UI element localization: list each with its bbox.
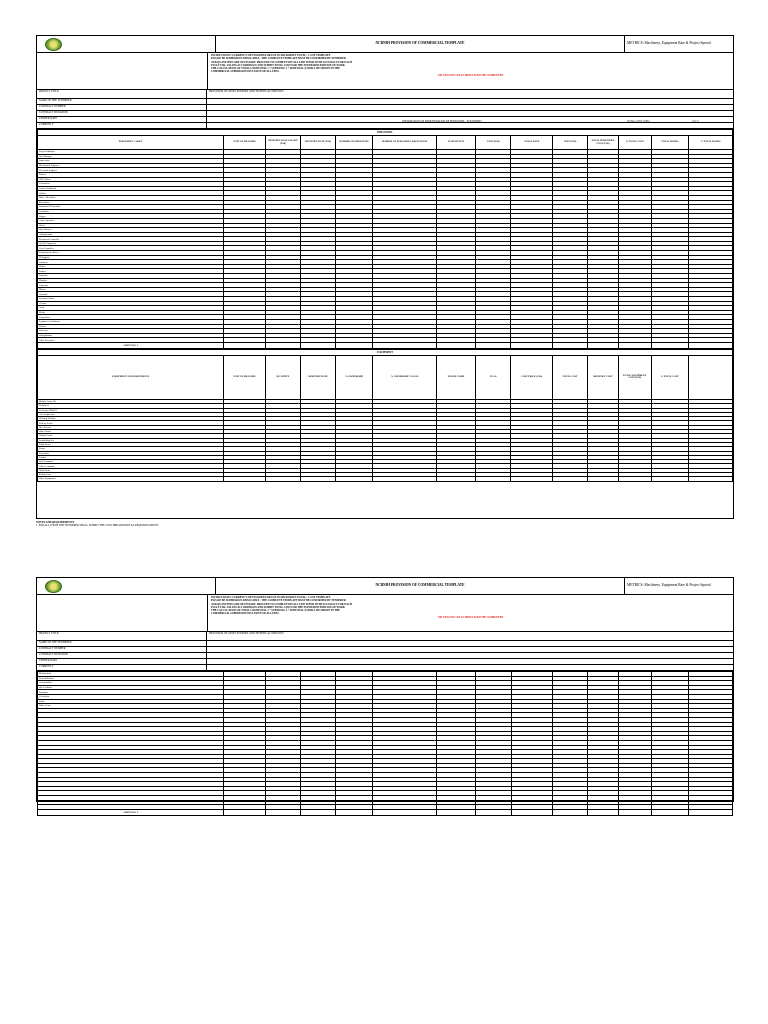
cell[interactable]: [588, 342, 619, 348]
row-label: Electrician: [38, 200, 224, 205]
equipment-section-label: EQUIPMENT: [38, 349, 733, 355]
row-label: Helper: [38, 264, 224, 269]
sheet-1: [36, 35, 734, 519]
row-label: Scaffolding Set: [38, 438, 224, 442]
column-header: NUMBER OF PERSONNEL: [336, 136, 373, 150]
header-row: [38, 355, 733, 399]
column-header: MONTHLY BASE SALARY (US$): [265, 136, 300, 150]
project-title-value[interactable]: PROVISION OF ASSET SUPPORT AND TECHNICAL SERVICES: [209, 90, 284, 93]
cell[interactable]: [588, 809, 619, 815]
column-header: % OWNERSHIP: [336, 355, 373, 399]
cell[interactable]: [301, 342, 336, 348]
instructions-note: N.B. YELLOW CELLS SHOULD NOT BE COMPLETED: [437, 73, 504, 77]
row-label: Trainer: [38, 324, 224, 329]
cell[interactable]: [511, 809, 553, 815]
row-label: Security Guard: [38, 297, 224, 302]
cell[interactable]: [301, 809, 336, 815]
info-label: TENDER DATE: [37, 659, 207, 664]
info-label: TENDER DATE: [37, 117, 207, 122]
project-title-row: [37, 90, 733, 99]
cell[interactable]: [265, 477, 300, 481]
row-label: Other Equipment: [38, 477, 224, 481]
row-label: Plumber: [38, 278, 224, 283]
cell[interactable]: [224, 809, 266, 815]
row-label: Loader: [38, 455, 224, 459]
column-header: UNIT OF MEASURE: [224, 355, 266, 399]
row-label: Labourer: [38, 260, 224, 265]
row-label: Overheads: [38, 694, 224, 699]
row-label: Camp Boss: [38, 315, 224, 320]
subtotal-label: SUBTOTAL 2: [38, 809, 224, 815]
row-label: Light Tower: [38, 442, 224, 446]
cell[interactable]: [265, 342, 300, 348]
row-label: Cook: [38, 306, 224, 311]
row-label: Fitter / Mechanic: [38, 195, 224, 200]
row-label: Forklift 5t: [38, 404, 224, 408]
column-header: VESSEL NAME: [436, 355, 475, 399]
row-label: Cleaner: [38, 301, 224, 306]
column-header: TOTAL RATE: [511, 136, 553, 150]
row-label: Other Personnel: [38, 338, 224, 343]
row-label: Electrical Engineer: [38, 168, 224, 173]
cell[interactable]: [224, 342, 266, 348]
cell[interactable]: [618, 342, 651, 348]
total-cost-label: TOTAL COST (US$): [627, 120, 650, 123]
cell[interactable]: [553, 477, 588, 481]
cell[interactable]: [476, 342, 511, 348]
row-label: Bus 30 seats: [38, 425, 224, 429]
row-label: Welding Machine: [38, 417, 224, 421]
row-label: Carpenter: [38, 283, 224, 288]
row-label: Administrator: [38, 232, 224, 237]
info-value[interactable]: [207, 653, 733, 658]
cell[interactable]: [436, 342, 475, 348]
row-label: Site Facilities: [38, 685, 224, 690]
cost-summary-table: [37, 671, 733, 816]
row-label: Pick-up Truck: [38, 421, 224, 425]
row-label: QA/QC Inspector: [38, 241, 224, 246]
column-header: RATE BY DAY: [436, 136, 475, 150]
row-label: Procurement Officer: [38, 251, 224, 256]
instructions-note: N.B. YELLOW CELLS SHOULD NOT BE COMPLETED: [437, 615, 504, 619]
row-label: HSE Officer: [38, 177, 224, 182]
sheet-2: [36, 577, 734, 814]
cell[interactable]: [688, 342, 732, 348]
cell[interactable]: [511, 477, 553, 481]
column-header: UNIT (US$): [553, 136, 588, 150]
column-header: % TOTAL COST: [618, 136, 651, 150]
row-label: Supervisor: [38, 159, 224, 164]
notes-text: 1. FOR ALL ITEMS THE TENDERER SHALL SUBMIT THE COST BREAKDOWN AS REQUIRED ABOVE: [36, 524, 159, 528]
info-label: CURRENCY: [37, 665, 207, 670]
row-label: Air Compressor: [38, 412, 224, 416]
column-header: NUMBER OF PERSONNEL EQUIVALENT: [373, 136, 437, 150]
info-value[interactable]: [207, 647, 733, 652]
info-value[interactable]: [207, 659, 733, 664]
instructions-block: [37, 595, 733, 632]
cell[interactable]: [651, 477, 688, 481]
row-label: Hand Tools: [38, 468, 224, 472]
row-label: IT Support: [38, 255, 224, 260]
info-label: CONTRACT DURATION: [37, 111, 207, 116]
cell[interactable]: [476, 477, 511, 481]
cell[interactable]: [224, 477, 266, 481]
template-title: NCBNIH PROVISION OF COMMERCIAL TEMPLATE: [216, 36, 625, 52]
notes-block: [36, 521, 158, 528]
row-label: Technician: [38, 182, 224, 187]
row-label: Profit: [38, 699, 224, 704]
column-header: % OWNERSHIP / LEASE: [373, 355, 437, 399]
cell[interactable]: [436, 477, 475, 481]
info-rows: [37, 99, 733, 129]
cell[interactable]: [651, 809, 688, 815]
equipment-table: [37, 349, 733, 482]
cell[interactable]: [588, 477, 619, 481]
column-header: MONTHLY RATE (US$): [301, 136, 336, 150]
cell[interactable]: [336, 342, 373, 348]
row-label: Draughtsman: [38, 333, 224, 338]
remuneration-info-label: INFORMATION ON REMUNERATION OF PERSONNEL / EQUIPMENT: [402, 120, 482, 123]
cell[interactable]: [301, 477, 336, 481]
row-label: Excavator: [38, 451, 224, 455]
subtotal-row: [38, 342, 733, 348]
row-label: Lifting Gear: [38, 472, 224, 476]
row-label: Cost Controller: [38, 246, 224, 251]
row-label: Painter: [38, 269, 224, 274]
row-label: Document Controller: [38, 237, 224, 242]
info-label: CURRENCY: [37, 123, 207, 128]
column-header: QUANTITY: [265, 355, 300, 399]
subtotal-row: [38, 809, 733, 815]
column-header: FLAG: [476, 355, 511, 399]
sheet-header: [37, 36, 733, 53]
column-header: PERSONNEL / ASSET: [38, 136, 224, 150]
row-label: Planner: [38, 172, 224, 177]
row-label: Project Manager: [38, 150, 224, 155]
cell[interactable]: [265, 809, 300, 815]
row-label: Operator: [38, 292, 224, 297]
cell[interactable]: [373, 342, 437, 348]
row-label: Insulator: [38, 274, 224, 279]
info-value[interactable]: [207, 99, 733, 104]
row-label: Senior Technician: [38, 186, 224, 191]
project-title-label: PROJECT TITLE:: [37, 90, 207, 98]
project-title-label: PROJECT TITLE:: [37, 632, 207, 640]
header-row: [38, 136, 733, 150]
cell[interactable]: [436, 809, 475, 815]
row-label: Generator 500kVA: [38, 408, 224, 412]
cell[interactable]: [336, 809, 373, 815]
column-header: TOTAL PERSONNEL COST (US$): [588, 136, 619, 150]
row-label: Driver: [38, 223, 224, 228]
info-value[interactable]: [207, 665, 733, 670]
instructions-text: INSTRUCTIONS: CURRENCY: DEVELOPED FOR USE IN MICROSOFT EXCEL | 1. USE TEMPLATE PLEASE BE SUBMISSION APPLICABLE - THE COMPLETE TEMPLATE MUST BE CONFIRMED BY TENDERER AND QUANTITIES ARE NECESSARY. PROCEED TO COMPLETION ALL LINE ITEMS WITH ACCURACY FOR EACH FULLY FILL VALUES ACCORDINGLY AND SUBMIT TOTAL COST FOR THE ESTIMATED PORTION OF WORK THE CALCULATION OF TOTALS (SUBTOTAL 1 + SUBTOTAL 2 + SUBTOTAL 3) SHALL BE SHOWN IN THE COMMERCIAL SUBMISSION INCLUSIVE OF ALL FEES.: [211, 54, 352, 74]
metrics-label: METRICS: Machinery, Equipment Rate & Project Spread: [627, 583, 711, 587]
column-header: TOTAL COST: [553, 355, 588, 399]
row-label: Consumables: [38, 681, 224, 686]
row-label: Rigger: [38, 214, 224, 219]
instructions-block: [37, 53, 733, 90]
organization-logo: [45, 38, 62, 51]
info-label: NAME OF THE TENDERER: [37, 99, 207, 104]
instructions-text: INSTRUCTIONS: CURRENCY: DEVELOPED FOR USE IN MICROSOFT EXCEL | 1. USE TEMPLATE PLEASE BE SUBMISSION APPLICABLE - THE COMPLETE TEMPLATE MUST BE CONFIRMED BY TENDERER AND QUANTITIES ARE NECESSARY. PROCEED TO COMPLETION ALL LINE ITEMS WITH ACCURACY FOR EACH FULLY FILL VALUES ACCORDINGLY AND SUBMIT TOTAL COST FOR THE ESTIMATED PORTION OF WORK THE CALCULATION OF TOTALS (SUBTOTAL 1 + SUBTOTAL 2 + SUBTOTAL 3) SHALL BE SHOWN IN THE COMMERCIAL SUBMISSION INCLUSIVE OF ALL FEES.: [211, 596, 352, 616]
cell[interactable]: [553, 342, 588, 348]
row-label: Water Truck: [38, 430, 224, 434]
cell[interactable]: [511, 342, 553, 348]
info-rows: [37, 641, 733, 671]
project-title-value[interactable]: PROVISION OF ASSET SUPPORT AND TECHNICAL SERVICES: [209, 632, 284, 635]
row-label: Insurance: [38, 690, 224, 695]
row-label: Mobile Crane 50t: [38, 399, 224, 403]
cell[interactable]: [373, 809, 437, 815]
row-label: Site Manager: [38, 154, 224, 159]
row-label: Other Costs: [38, 704, 224, 709]
info-label: CONTRACT DURATION: [37, 653, 207, 658]
cell[interactable]: [689, 809, 733, 815]
row-label: Pump: [38, 447, 224, 451]
row-label: Welder: [38, 191, 224, 196]
row-label: Demobilisation: [38, 676, 224, 681]
info-value[interactable]: [207, 123, 733, 128]
notes-title: NOTES AND REQUIREMENTS: [36, 521, 75, 524]
column-header: MONTHLY RATE: [301, 355, 336, 399]
column-header: COST PRICE (US$): [511, 355, 553, 399]
personnel-section-label: PERSONNEL: [38, 130, 733, 136]
template-title: NCBNIH PROVISION OF COMMERCIAL TEMPLATE: [216, 578, 625, 594]
cell[interactable]: [688, 477, 732, 481]
table-row: [38, 477, 733, 481]
row-label: Crane Operator: [38, 218, 224, 223]
cell[interactable]: [553, 809, 588, 815]
cell[interactable]: [336, 477, 373, 481]
row-label: Flatbed Truck: [38, 434, 224, 438]
row-label: Scaffolder: [38, 209, 224, 214]
cell[interactable]: [618, 809, 651, 815]
column-header: UNIT (US$): [476, 136, 511, 150]
cell[interactable]: [476, 809, 511, 815]
column-header: EQUIPMENT AND EQUIPMENTS: [38, 355, 224, 399]
organization-logo: [45, 580, 62, 593]
row-label: Mechanical Engineer: [38, 163, 224, 168]
info-value[interactable]: [207, 111, 733, 116]
row-label: Medic: [38, 310, 224, 315]
cell[interactable]: [651, 342, 688, 348]
column-header: MONTHLY COST: [588, 355, 619, 399]
metrics-label: METRICS: Machinery, Equipment Rate & Project Spread: [627, 41, 711, 45]
row-label: Tool Container: [38, 460, 224, 464]
column-header: UNIT OF MEASURE: [224, 136, 266, 150]
info-label: CONTRACT NUMBER: [37, 105, 207, 110]
info-value[interactable]: [207, 641, 733, 646]
subtotal-label: SUBTOTAL 1: [38, 342, 224, 348]
row-label: Instrument Technician: [38, 205, 224, 210]
row-label: Store Keeper: [38, 228, 224, 233]
column-header: % TOTAL HOURS: [688, 136, 732, 150]
cell[interactable]: [373, 477, 437, 481]
row-label: Office Container: [38, 464, 224, 468]
column-header: TOTAL HOURS: [651, 136, 688, 150]
info-value[interactable]: [207, 105, 733, 110]
info-label: NAME OF THE TENDERER: [37, 641, 207, 646]
row-label: Logistics Coordinator: [38, 319, 224, 324]
project-title-row: [37, 632, 733, 641]
row-label: Mason: [38, 287, 224, 292]
cell[interactable]: [618, 477, 651, 481]
column-header: % TOTAL COST: [651, 355, 688, 399]
row-label: Mobilisation: [38, 672, 224, 677]
personnel-table: [37, 129, 733, 349]
column-header: TOTAL EQUIPMENT COST (US$): [618, 355, 651, 399]
row-label: Surveyor: [38, 329, 224, 334]
info-label: CONTRACT NUMBER: [37, 647, 207, 652]
pct-label: (%) %: [692, 120, 699, 123]
